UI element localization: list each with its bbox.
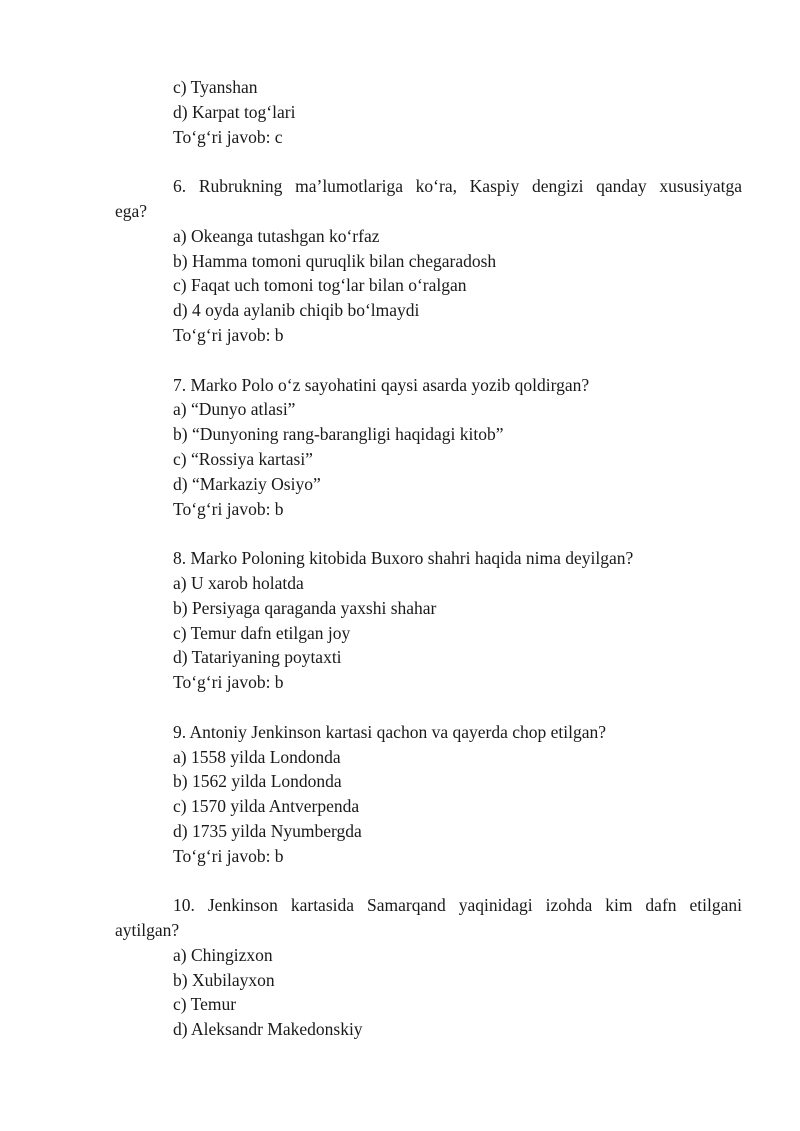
question-7: 7. Marko Polo o‘z sayohatini qaysi asarda yozib qoldirgan? xyxy=(173,374,590,395)
spacer xyxy=(115,348,742,373)
question-10-line-1: 10. Jenkinson kartasida Samarqand yaqinidagi izohda kim dafn etilgani xyxy=(173,895,742,916)
question-7-option-c: c) “Rossiya kartasi” xyxy=(173,448,313,469)
question-8-option-d: d) Tatariyaning poytaxti xyxy=(173,647,342,668)
question-6-option-a: a) Okeanga tutashgan ko‘rfaz xyxy=(173,225,380,246)
question-10-line-2: aytilgan? xyxy=(115,920,180,941)
spacer xyxy=(115,521,742,546)
question-10-option-a: a) Chingizxon xyxy=(173,944,273,965)
question-7-option-a: a) “Dunyo atlasi” xyxy=(173,399,296,420)
question-6-option-c: c) Faqat uch tomoni tog‘lar bilan o‘ralgan xyxy=(173,275,467,296)
question-10-option-b: b) Xubilayxon xyxy=(173,969,275,990)
question-8-option-b: b) Persiyaga qaraganda yaxshi shahar xyxy=(173,597,437,618)
question-8-option-c: c) Temur dafn etilgan joy xyxy=(173,622,351,643)
spacer xyxy=(115,695,742,720)
question-6-option-d: d) 4 oyda aylanib chiqib bo‘lmaydi xyxy=(173,300,420,321)
question-8-answer: To‘g‘ri javob: b xyxy=(173,672,284,693)
spacer xyxy=(115,149,742,174)
option-d: d) Karpat tog‘lari xyxy=(173,101,296,122)
question-6-answer: To‘g‘ri javob: b xyxy=(173,324,284,345)
question-9-option-c: c) 1570 yilda Antverpenda xyxy=(173,796,360,817)
question-6-line-2: ega? xyxy=(115,200,148,221)
question-7-option-b: b) “Dunyoning rang-barangligi haqidagi kitob” xyxy=(173,424,504,445)
question-7-option-d: d) “Markaziy Osiyo” xyxy=(173,473,321,494)
question-8-option-a: a) U xarob holatda xyxy=(173,572,304,593)
question-10-option-d: d) Aleksandr Makedonskiy xyxy=(173,1019,363,1040)
question-9: 9. Antoniy Jenkinson kartasi qachon va qayerda chop etilgan? xyxy=(173,721,607,742)
spacer xyxy=(115,869,742,894)
question-7-answer: To‘g‘ri javob: b xyxy=(173,498,284,519)
question-8: 8. Marko Poloning kitobida Buxoro shahri haqida nima deyilgan? xyxy=(173,548,634,569)
question-6-option-b: b) Hamma tomoni quruqlik bilan chegaradosh xyxy=(173,250,497,271)
answer-line: To‘g‘ri javob: c xyxy=(173,126,283,147)
question-10-option-c: c) Temur xyxy=(173,994,237,1015)
question-9-answer: To‘g‘ri javob: b xyxy=(173,845,284,866)
question-9-option-b: b) 1562 yilda Londonda xyxy=(173,771,342,792)
question-9-option-d: d) 1735 yilda Nyumbergda xyxy=(173,820,362,841)
document-content xyxy=(115,75,742,1042)
option-c: c) Tyanshan xyxy=(173,77,258,97)
question-6-line-1: 6. Rubrukning ma’lumotlariga ko‘ra, Kaspiy dengizi qanday xususiyatga xyxy=(173,176,742,197)
question-9-option-a: a) 1558 yilda Londonda xyxy=(173,746,341,767)
